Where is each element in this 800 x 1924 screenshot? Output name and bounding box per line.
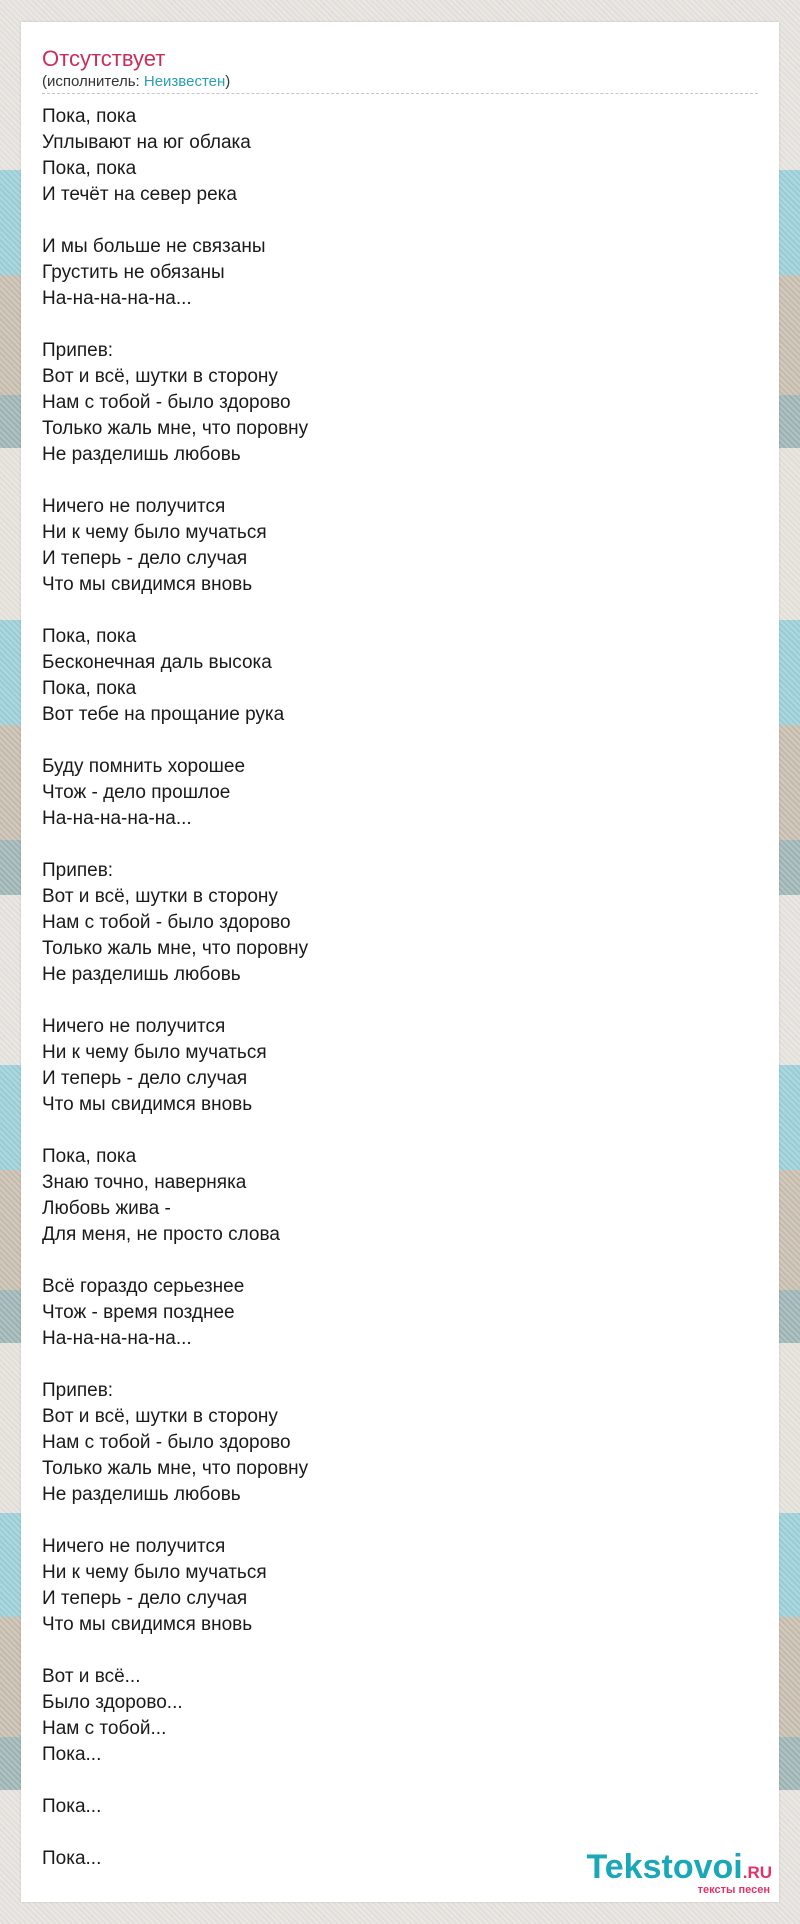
lyrics-body [42, 104, 308, 1898]
lyrics-line: Нам с тобой - было здорово [42, 1432, 291, 1453]
song-title: Отсутствует [42, 46, 166, 71]
lyrics-line: Что мы свидимся вновь [42, 1614, 253, 1635]
lyrics-line: Ни к чему было мучаться [42, 522, 267, 543]
lyrics-line: Вот и всё, шутки в сторону [42, 366, 278, 387]
lyrics-stanza [42, 1846, 308, 1872]
lyrics-line: Чтож - время позднее [42, 1302, 235, 1323]
lyrics-stanza [42, 1014, 308, 1118]
lyrics-line: Вот и всё... [42, 1666, 141, 1687]
lyrics-line: Любовь жива - [42, 1198, 171, 1219]
lyrics-line: Чтож - дело прошлое [42, 782, 231, 803]
lyrics-stanza [42, 754, 308, 832]
lyrics-stanza [42, 494, 308, 598]
lyrics-line: Ничего не получится [42, 496, 226, 517]
title-divider [42, 93, 758, 94]
lyrics-line: Только жаль мне, что поровну [42, 938, 309, 959]
site-logo[interactable] [587, 1850, 772, 1896]
lyrics-stanza [42, 234, 308, 312]
lyrics-line: Знаю точно, наверняка [42, 1172, 247, 1193]
artist-suffix: ) [225, 73, 231, 90]
lyrics-line: Пока... [42, 1796, 102, 1817]
lyrics-line: Нам с тобой - было здорово [42, 392, 291, 413]
lyrics-line: Не разделишь любовь [42, 964, 241, 985]
lyrics-line: И течёт на север река [42, 184, 237, 205]
lyrics-line: Ничего не получится [42, 1016, 226, 1037]
lyrics-line: Ни к чему было мучаться [42, 1042, 267, 1063]
lyrics-line: Грустить не обязаны [42, 262, 225, 283]
lyrics-line: Нам с тобой... [42, 1718, 167, 1739]
lyrics-line: Припев: [42, 340, 114, 361]
lyrics-line: Вот тебе на прощание рука [42, 704, 285, 725]
lyrics-line: На-на-на-на-на... [42, 1328, 192, 1349]
lyrics-line: Ничего не получится [42, 1536, 226, 1557]
lyrics-line: Пока, пока [42, 626, 137, 647]
lyrics-line: Пока, пока [42, 106, 137, 127]
lyrics-stanza [42, 338, 308, 468]
lyrics-stanza [42, 624, 308, 728]
logo-tagline: тексты песен [697, 1884, 770, 1896]
lyrics-stanza [42, 1378, 308, 1508]
lyrics-line: Припев: [42, 1380, 114, 1401]
lyrics-line: Припев: [42, 860, 114, 881]
lyrics-line: И теперь - дело случая [42, 1588, 248, 1609]
lyrics-line: Пока, пока [42, 1146, 137, 1167]
lyrics-stanza [42, 858, 308, 988]
lyrics-line: И теперь - дело случая [42, 1068, 248, 1089]
lyrics-line: Бесконечная даль высока [42, 652, 272, 673]
artist-prefix: (исполнитель: [42, 73, 144, 90]
lyrics-line: Только жаль мне, что поровну [42, 418, 309, 439]
lyrics-line: Пока, пока [42, 678, 137, 699]
lyrics-line: Вот и всё, шутки в сторону [42, 886, 278, 907]
lyrics-line: Что мы свидимся вновь [42, 1094, 253, 1115]
lyrics-line: Ни к чему было мучаться [42, 1562, 267, 1583]
lyrics-line: Только жаль мне, что поровну [42, 1458, 309, 1479]
lyrics-line: Нам с тобой - было здорово [42, 912, 291, 933]
lyrics-line: Было здорово... [42, 1692, 183, 1713]
artist-link[interactable]: Неизвестен [143, 73, 226, 90]
logo-domain: .RU [742, 1863, 772, 1882]
lyrics-line: И мы больше не связаны [42, 236, 266, 257]
lyrics-line: Пока... [42, 1848, 102, 1869]
lyrics-line: Всё гораздо серьезнее [42, 1276, 245, 1297]
lyrics-line: Что мы свидимся вновь [42, 574, 253, 595]
lyrics-stanza [42, 1794, 308, 1820]
lyrics-line: Уплывают на юг облака [42, 132, 251, 153]
lyrics-line: Для меня, не просто слова [42, 1224, 280, 1245]
lyrics-line: Не разделишь любовь [42, 444, 241, 465]
lyrics-stanza [42, 1144, 308, 1248]
artist-line [42, 72, 230, 92]
lyrics-line: На-на-на-на-на... [42, 808, 192, 829]
logo-name: Tekstovoi [586, 1848, 743, 1886]
lyrics-line: Пока... [42, 1744, 102, 1765]
lyrics-line: Вот и всё, шутки в сторону [42, 1406, 278, 1427]
lyrics-sheet [21, 22, 779, 1902]
lyrics-line: Пока, пока [42, 158, 137, 179]
lyrics-stanza [42, 104, 308, 208]
lyrics-line: Не разделишь любовь [42, 1484, 241, 1505]
lyrics-stanza [42, 1274, 308, 1352]
lyrics-stanza [42, 1534, 308, 1638]
lyrics-line: И теперь - дело случая [42, 548, 248, 569]
lyrics-line: Буду помнить хорошее [42, 756, 246, 777]
lyrics-line: На-на-на-на-на... [42, 288, 192, 309]
lyrics-stanza [42, 1664, 308, 1768]
